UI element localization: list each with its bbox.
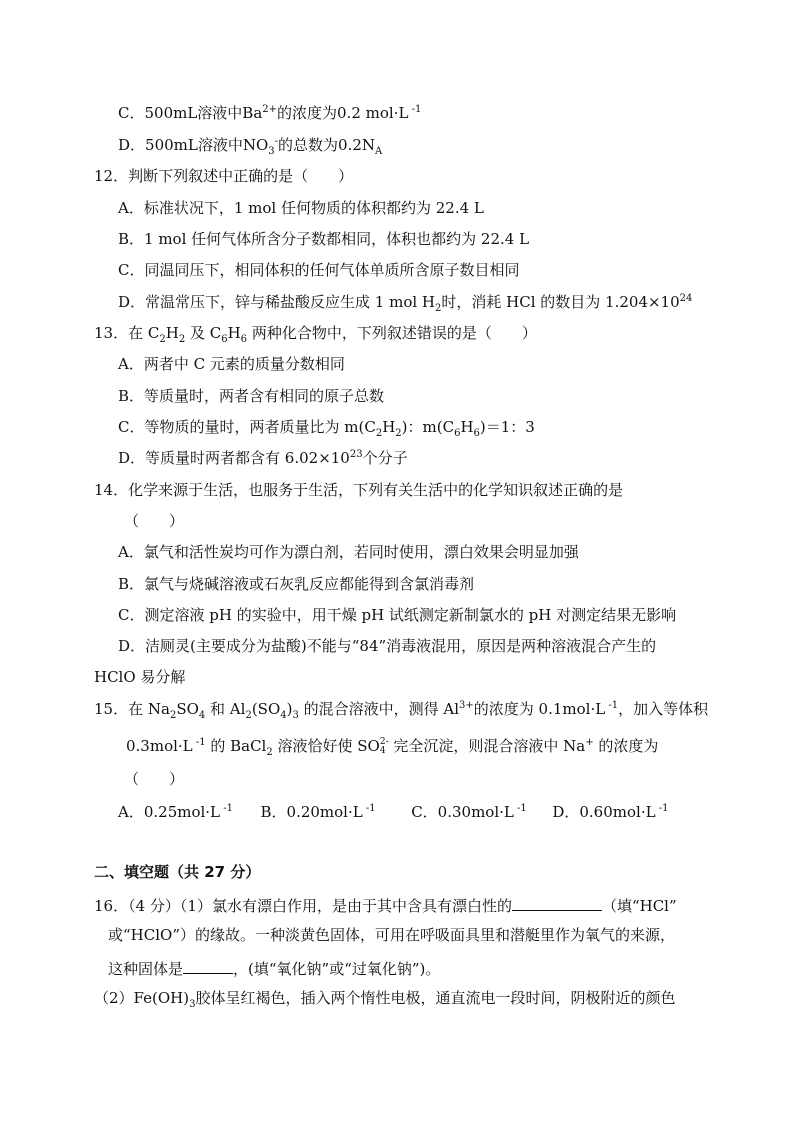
- q11-option-d: D．500mL溶液中$NO_3^-$的总数为$0.2N_A$: [118, 136, 383, 157]
- q16-line3: 这种固体是 ，(填“氧化钠”或“过氧化钠”)。: [108, 957, 440, 979]
- q12-option-a: A．标准状况下，1 mol 任何物质的体积都约为 22.4 L: [118, 199, 484, 217]
- q12-stem: 12．判断下列叙述中正确的是（ ）: [94, 167, 354, 185]
- q12-option-d: D．常温常压下，锌与稀盐酸反应生成 1 mol $H_2$时，消耗 HCl 的数目为 $1.204\times 10^{24}$: [118, 293, 693, 314]
- q13-option-a: A．两者中 C 元素的质量分数相同: [118, 355, 345, 373]
- q14-stem: 14．化学来源于生活，也服务于生活，下列有关生活中的化学知识叙述正确的是: [94, 481, 624, 499]
- q15-option-c: C．0.30mol·L $^{-1}$: [411, 803, 527, 821]
- sulfate-charge: 2- 4: [379, 737, 389, 756]
- q11-option-c: C．500mL溶液中$Ba^{2+}$的浓度为0.2 mol·L $^{-1}$: [118, 104, 422, 122]
- q14-option-b: B．氯气与烧碱溶液或石灰乳反应都能得到含氯消毒剂: [118, 575, 475, 593]
- q14-answer-paren: （ ）: [124, 512, 185, 530]
- q15-stem-line2: 0.3mol·L $^{-1}$ 的 BaCl$_2$ 溶液恰好使 SO 2- 4 完全沉淀，则混合溶液中 Na+ 的浓度为: [126, 737, 659, 758]
- q16-line1: 16．（4 分）（1）氯水有漂白作用，是由于其中含具有漂白性的 （填“HCl”: [94, 894, 677, 916]
- q13-stem: 13．在 $C_2H_2$ 及 $C_6H_6$ 两种化合物中，下列叙述错误的是（ ）: [94, 324, 537, 345]
- q15-options: [118, 802, 668, 822]
- q16-line2: 或“HClO”）的缘故。一种淡黄色固体，可用在呼吸面具里和潜艇里作为氧气的来源，: [108, 926, 675, 944]
- q14-option-d-line2: HClO 易分解: [94, 668, 186, 686]
- q12-option-b: B．1 mol 任何气体所含分子数都相同，体积也都约为 22.4 L: [118, 230, 530, 248]
- q15-stem-line1: 15．在 $Na_2SO_4$ 和 $Al_2(SO_4)_3$ 的混合溶液中，测得 $Al^{3+}$的浓度为 0.1mol·L $^{-1}$，加入等体积: [94, 700, 709, 721]
- q15-option-a: A．0.25mol·L $^{-1}$: [118, 803, 233, 821]
- q12-option-c: C．同温同压下，相同体积的任何气体单质所含原子数目相同: [118, 261, 520, 279]
- q16-blank-1[interactable]: [512, 894, 602, 911]
- q14-option-a: A．氯气和活性炭均可作为漂白剂，若同时使用，漂白效果会明显加强: [118, 543, 579, 561]
- q14-option-c: C．测定溶液 pH 的实验中，用干燥 pH 试纸测定新制氯水的 pH 对测定结果无影响: [118, 606, 677, 624]
- q15-option-d: D．0.60mol·L $^{-1}$: [552, 803, 669, 821]
- q13-option-b: B．等质量时，两者含有相同的原子总数: [118, 387, 385, 405]
- section-2-title: 二、填空题（共 27 分）: [94, 863, 261, 881]
- q16-blank-2[interactable]: [183, 957, 233, 974]
- q16-line4: $(2)Fe(OH)_3$胶体呈红褐色，插入两个惰性电极，通直流电一段时间，阴极附近的颜色: [94, 989, 676, 1010]
- q15-option-b: B．0.20mol·L $^{-1}$: [260, 803, 376, 821]
- q15-answer-paren: （ ）: [124, 770, 185, 788]
- q14-option-d-line1: D．洁厕灵(主要成分为盐酸)不能与“84”消毒液混用，原因是两种溶液混合产生的: [118, 637, 657, 655]
- q13-option-d: D．等质量时两者都含有 $6.02\times 10^{23}$个分子: [118, 449, 408, 467]
- q13-option-c: C．等物质的量时，两者质量比为 $m(C_2H_2)$：$m(C_6H_6)=1$：3: [118, 418, 535, 439]
